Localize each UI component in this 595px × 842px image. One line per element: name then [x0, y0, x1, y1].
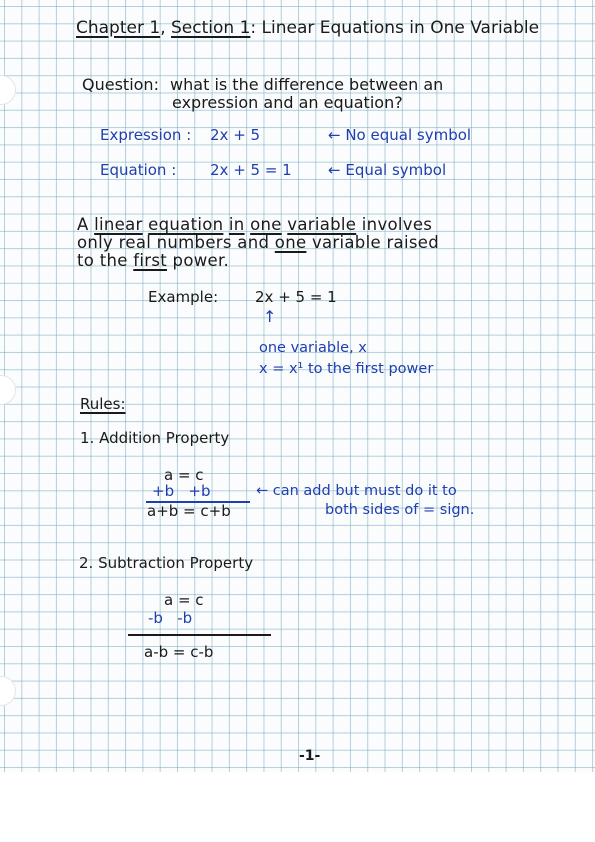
- header-title: : Linear Equations in One Variable: [250, 18, 540, 38]
- subtraction-line-2: -b -b: [148, 609, 193, 627]
- page-header: [76, 20, 539, 37]
- header-separator: ,: [160, 18, 166, 38]
- question-text-1: what is the difference between an: [170, 75, 444, 94]
- question-label: Question:: [82, 75, 159, 94]
- question-text-2: expression and an equation?: [172, 93, 403, 112]
- equation-note: ← Equal symbol: [328, 161, 447, 179]
- binder-hole: [0, 676, 16, 706]
- subtraction-line-3: a-b = c-b: [144, 643, 214, 661]
- page-number: -1-: [299, 748, 321, 764]
- definition-word-linear: linear: [94, 215, 143, 234]
- definition-word-one-2: one: [274, 233, 307, 252]
- definition-line-3: [77, 253, 229, 270]
- subtraction-sum-line: [128, 634, 271, 636]
- example-label: Example:: [148, 288, 219, 306]
- definition-text: power.: [172, 251, 230, 270]
- addition-line-3: a+b = c+b: [147, 502, 231, 520]
- definition-text: variable raised: [311, 233, 439, 252]
- definition-line-2: [77, 235, 439, 252]
- up-arrow-icon: ↑: [263, 307, 277, 326]
- section-label: Section 1: [171, 18, 251, 38]
- definition-word-involves: involves: [361, 215, 433, 234]
- example-note-2: x = x¹ to the first power: [259, 361, 434, 377]
- binder-hole: [0, 375, 16, 405]
- definition-word-variable: variable: [287, 215, 357, 234]
- addition-title: 1. Addition Property: [80, 429, 230, 447]
- definition-word-first: first: [133, 251, 167, 270]
- expression-note: ← No equal symbol: [328, 126, 472, 144]
- expression-value: 2x + 5: [210, 126, 261, 144]
- binder-hole: [0, 75, 16, 105]
- addition-line-2: +b +b: [152, 482, 211, 500]
- definition-word-in: in: [228, 215, 245, 234]
- question-line-1: [82, 77, 443, 93]
- addition-line-1: a = c: [164, 466, 204, 484]
- equation-label: Equation :: [100, 161, 177, 179]
- definition-text: to the: [77, 251, 128, 270]
- chapter-label: Chapter 1: [76, 18, 161, 38]
- addition-note-2: both sides of = sign.: [325, 502, 475, 518]
- example-value: 2x + 5 = 1: [255, 288, 337, 306]
- subtraction-line-1: a = c: [164, 591, 204, 609]
- definition-line-1: [77, 217, 432, 234]
- definition-text: only real numbers and: [77, 233, 270, 252]
- definition-word: A: [77, 215, 89, 234]
- addition-note-1: ← can add but must do it to: [256, 483, 457, 499]
- definition-word-equation: equation: [148, 215, 224, 234]
- subtraction-title: 2. Subtraction Property: [79, 554, 254, 572]
- expression-label: Expression :: [100, 126, 192, 144]
- rules-heading: Rules:: [80, 395, 126, 413]
- equation-value: 2x + 5 = 1: [210, 161, 292, 179]
- definition-word-one: one: [250, 215, 282, 234]
- example-note-1: one variable, x: [259, 340, 367, 356]
